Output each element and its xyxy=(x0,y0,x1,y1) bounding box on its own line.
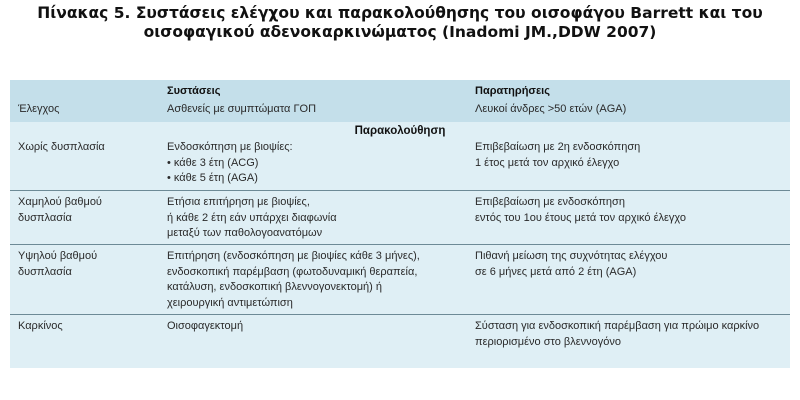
header-control: Έλεγχος xyxy=(18,103,60,115)
row-label-line: δυσπλασία xyxy=(18,211,72,224)
row-divider xyxy=(10,190,790,191)
row-label xyxy=(18,195,158,226)
remark-line: περιορισμένο στο βλεννογόνο xyxy=(475,335,621,348)
recommendation-line: Επιτήρηση (ενδοσκόπηση με βιοψίες κάθε 3 μήνες), xyxy=(167,250,420,262)
row-recommendation xyxy=(167,249,467,311)
remark-line: σε 6 μήνες μετά από 2 έτη (AGA) xyxy=(475,265,637,278)
row-label-line: Χωρίς δυσπλασία xyxy=(18,141,105,153)
table-caption xyxy=(0,4,800,42)
header-recommendations-title: Συστάσεις xyxy=(167,85,221,97)
row-label xyxy=(18,140,158,156)
remark-line: Πιθανή μείωση της συχνότητας ελέγχου xyxy=(475,250,668,262)
remark-line: Σύσταση για ενδοσκοπική παρέμβαση για πρώιμο καρκίνο xyxy=(475,320,760,332)
row-remark xyxy=(475,249,785,280)
caption-line-2: οισοφαγικού αδενοκαρκινώματος (Inadomi JM.,DDW 2007) xyxy=(143,23,657,41)
row-label xyxy=(18,249,158,280)
recommendation-line: κατάλυση, ενδοσκοπική βλεννογονεκτομή) ή xyxy=(167,281,382,293)
recommendation-line: μεταξύ των παθολογοανατόμων xyxy=(167,227,323,239)
row-label-line: δυσπλασία xyxy=(18,265,72,278)
row-label-line: Υψηλού βαθμού xyxy=(18,250,98,262)
row-remark xyxy=(475,195,785,226)
recommendation-line: • κάθε 5 έτη (AGA) xyxy=(167,172,258,184)
caption-line-1: Πίνακας 5. Συστάσεις ελέγχου και παρακολούθησης του οισοφάγου Barrett και του xyxy=(37,4,763,22)
remark-line: Επιβεβαίωση με 2η ενδοσκόπηση xyxy=(475,141,641,153)
recommendation-line: Οισοφαγεκτομή xyxy=(167,320,244,332)
recommendation-line: ή κάθε 2 έτη εάν υπάρχει διαφωνία xyxy=(167,211,337,224)
recommendations-table xyxy=(10,80,790,368)
recommendation-line: • κάθε 3 έτη (ACG) xyxy=(167,156,259,169)
recommendation-line: ενδοσκοπική παρέμβαση (φωτοδυναμική θεραπεία, xyxy=(167,265,418,278)
recommendation-line: χειρουργική αντιμετώπιση xyxy=(167,296,293,309)
surveillance-heading: Παρακολούθηση xyxy=(354,125,446,137)
row-divider xyxy=(10,244,790,245)
row-recommendation xyxy=(167,140,467,187)
table-header xyxy=(10,80,790,122)
row-remark xyxy=(475,140,785,171)
row-label xyxy=(18,319,158,335)
remark-line: 1 έτος μετά τον αρχικό έλεγχο xyxy=(475,156,620,169)
recommendation-line: Ετήσια επιτήρηση με βιοψίες, xyxy=(167,196,310,208)
row-divider xyxy=(10,314,790,315)
row-recommendation xyxy=(167,195,467,242)
row-recommendation xyxy=(167,319,467,335)
remark-line: εντός του 1ου έτους μετά τον αρχικό έλεγχο xyxy=(475,211,686,224)
remark-line: Επιβεβαίωση με ενδοσκόπηση xyxy=(475,196,625,208)
header-remarks-title: Παρατηρήσεις xyxy=(475,85,550,97)
header-recommendations-sub: Ασθενείς με συμπτώματα ΓΟΠ xyxy=(167,103,317,115)
row-label-line: Χαμηλού βαθμού xyxy=(18,196,102,208)
recommendation-line: Ενδοσκόπηση με βιοψίες: xyxy=(167,141,293,153)
row-remark xyxy=(475,319,785,350)
header-remarks-sub: Λευκοί άνδρες >50 ετών (AGA) xyxy=(475,103,627,115)
row-label-line: Καρκίνος xyxy=(18,320,63,332)
